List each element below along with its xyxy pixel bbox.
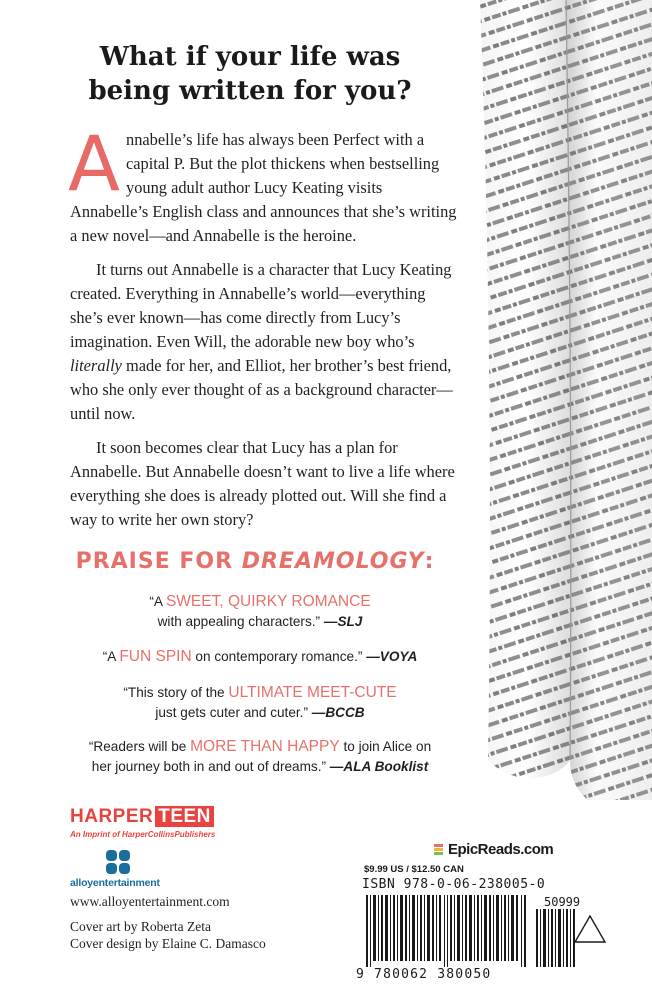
quote-highlight: SWEET, QUIRKY ROMANCE [165, 593, 371, 610]
imprint-line: An Imprint of HarperCollinsPublishers [70, 830, 216, 839]
quote-source: —ALA [329, 759, 375, 774]
quote-text: with appealing characters.” [157, 614, 324, 629]
praise-quote-voya [60, 647, 460, 667]
praise-heading-suffix: : [424, 549, 435, 574]
blurb-paragraph-2 [70, 258, 458, 426]
praise-quote-ala [50, 737, 470, 777]
headline-line-2: being written for you? [88, 76, 412, 106]
alloy-wordmark: alloyentertainment [70, 877, 160, 889]
quote-text-b: her journey both in and out of dreams.” [91, 759, 330, 774]
teen-wordmark: TEEN [155, 806, 214, 827]
epic-reads-book-icon [434, 842, 446, 858]
blurb-paragraph-3: It soon becomes clear that Lucy has a plan for Annabelle. But Annabelle doesn’t want to live a life where everything she does is already plotted out. Will she find a way to write her own story? [70, 438, 455, 529]
headline-line-1: What if your life was [99, 42, 401, 72]
alloy-logo-icon [104, 848, 132, 876]
praise-heading-prefix: PRAISE FOR [75, 549, 242, 574]
quote-text: just gets cuter and cuter.” [155, 705, 312, 720]
blurb-paragraph-2-text-b: made for her, and Elliot, her brother’s best friend, who she only ever thought of as a background character—until now. [70, 356, 453, 423]
epic-reads-logo: EpicReads.com [448, 841, 554, 858]
main-barcode [366, 895, 531, 967]
quote-source: —VOYA [366, 649, 418, 664]
blurb-emphasis-literally: literally [70, 356, 122, 375]
quote-highlight: ULTIMATE MEET-CUTE [228, 684, 397, 701]
blurb-paragraph-2-text-a: It turns out Annabelle is a character that Lucy Keating created. Everything in Annabelle’s world—everything she’s ever known—has come directly from Lucy’s imagination. Even Will, the adorable new boy who’s [70, 260, 452, 351]
quote-open: “Readers will be [88, 739, 191, 754]
harperteen-logo [70, 806, 214, 828]
price-label: $9.99 US / $12.50 CAN [364, 864, 464, 875]
quote-highlight: MORE THAN HAPPY [190, 738, 340, 755]
praise-heading-title: DREAMOLOGY [241, 549, 425, 574]
isbn-label: ISBN 978-0-06-238005-0 [362, 877, 546, 892]
quote-highlight: FUN SPIN [119, 648, 192, 665]
drop-cap: A [68, 119, 120, 208]
quote-open: “This story of the [123, 685, 229, 700]
quote-source: —BCCB [311, 705, 365, 720]
headline [70, 40, 430, 108]
praise-quote-bccb [60, 683, 460, 723]
blurb-paragraph-1-text: nnabelle’s life has always been Perfect with a capital P. But the plot thickens when bestselling young adult author Lucy Keating visits Annabelle’s English class and announces that she’s writing a new novel—and Annabelle is the heroine. [70, 130, 457, 245]
harper-wordmark: HARPER [70, 806, 154, 827]
cover-art-credit: Cover art by Roberta Zeta [70, 919, 211, 934]
website-url: www.alloyentertainment.com [70, 894, 230, 909]
quote-text-a: to join Alice on [339, 739, 432, 754]
blurb-paragraph-1 [68, 119, 458, 248]
addon-barcode [536, 909, 578, 967]
curled-page-illustration [478, 0, 652, 800]
quote-open: “A [102, 649, 120, 664]
praise-quote-slj [60, 592, 460, 632]
barcode-digits: 9 780062 380050 [356, 967, 492, 982]
quote-open: “A [149, 594, 166, 609]
triangle-icon [573, 914, 607, 944]
praise-heading [70, 549, 440, 574]
quote-text: on contemporary romance.” [191, 649, 367, 664]
barcode-panel [356, 864, 624, 988]
quote-source-publication: Booklist [374, 759, 429, 774]
quote-source: —SLJ [323, 614, 363, 629]
cover-design-credit: Cover design by Elaine C. Damasco [70, 936, 266, 951]
price-addon-number: 50999 [544, 895, 581, 909]
blurb [68, 119, 458, 542]
